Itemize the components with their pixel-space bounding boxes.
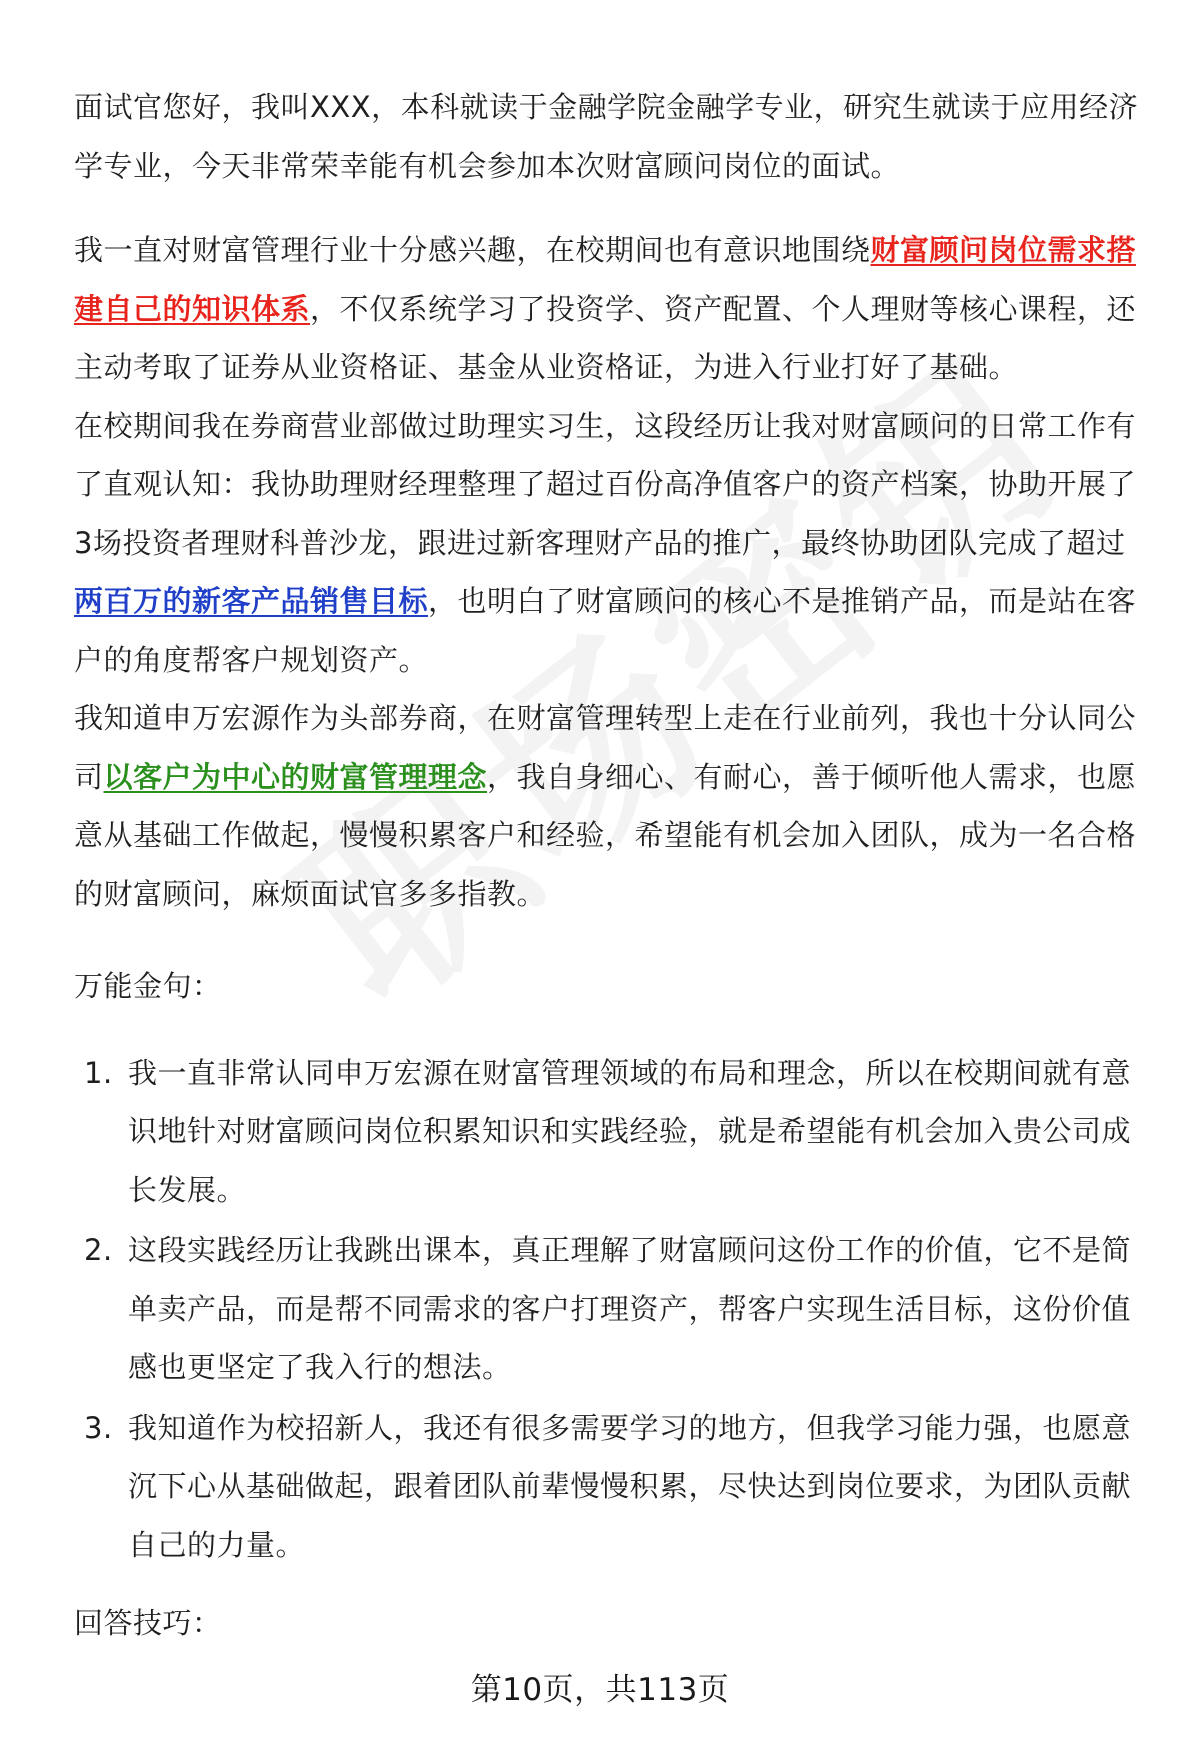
golden-sentences-heading: 万能金句： bbox=[74, 969, 222, 1003]
list-item bbox=[74, 1221, 1146, 1397]
list-item-number: 2. bbox=[84, 1233, 113, 1267]
interest-highlight: 财富顾问岗位需求搭建自己的知识体系 bbox=[74, 233, 1137, 326]
company-text-after: ，我自身细心、有耐心，善于倾听他人需求，也愿意从基础工作做起，慢慢积累客户和经验，希望能有机会加入团队，成为一名合格的财富顾问，麻烦面试官多多指教。 bbox=[74, 759, 1137, 911]
interest-paragraph bbox=[74, 221, 1146, 397]
answer-tips-heading: 回答技巧： bbox=[74, 1606, 222, 1640]
list-item-number: 1. bbox=[84, 1055, 113, 1090]
internship-highlight: 两百万的新客产品销售目标 bbox=[74, 584, 429, 618]
golden-sentences-list bbox=[74, 1044, 1146, 1575]
internship-paragraph bbox=[74, 397, 1146, 690]
interest-text-after: ，不仅系统学习了投资学、资产配置、个人理财等核心课程，还主动考取了证券从业资格证、基金从业资格证，为进入行业打好了基础。 bbox=[74, 291, 1137, 384]
company-paragraph bbox=[74, 689, 1146, 923]
list-item bbox=[74, 1044, 1146, 1220]
list-item-text: 我知道作为校招新人，我还有很多需要学习的地方，但我学习能力强，也愿意沉下心从基础做起，跟着团队前辈慢慢积累，尽快达到岗位要求，为团队贡献自己的力量。 bbox=[128, 1410, 1132, 1562]
interest-text-before: 我一直对财富管理行业十分感兴趣，在校期间也有意识地围绕 bbox=[74, 233, 871, 267]
intro-paragraph: 面试官您好，我叫XXX，本科就读于金融学院金融学专业，研究生就读于应用经济学专业，今天非常荣幸能有机会参加本次财富顾问岗位的面试。 bbox=[74, 90, 1139, 183]
company-text-before: 我知道申万宏源作为头部券商，在财富管理转型上走在行业前列，我也十分认同公司 bbox=[74, 701, 1137, 794]
internship-text-before: 在校期间我在券商营业部做过助理实习生，这段经历让我对财富顾问的日常工作有了直观认知：我协助理财经理整理了超过百份高净值客户的资产档案，协助开展了3场投资者理财科普沙龙，跟进过新客理财产品的推广，最终协助团队完成了超过 bbox=[74, 408, 1137, 560]
company-highlight: 以客户为中心的财富管理理念 bbox=[103, 759, 488, 794]
list-item bbox=[74, 1399, 1146, 1575]
list-item-text: 我一直非常认同申万宏源在财富管理领域的布局和理念，所以在校期间就有意识地针对财富顾问岗位积累知识和实践经验，就是希望能有机会加入贵公司成长发展。 bbox=[128, 1055, 1132, 1207]
list-item-text: 这段实践经历让我跳出课本，真正理解了财富顾问这份工作的价值，它不是简单卖产品，而是帮不同需求的客户打理资产，帮客户实现生活目标，这份价值感也更坚定了我入行的想法。 bbox=[128, 1233, 1132, 1384]
list-item-number: 3. bbox=[84, 1410, 113, 1445]
page-number-footer: 第10页，共113页 bbox=[470, 1672, 730, 1708]
document-body bbox=[74, 78, 1146, 1653]
internship-text-after: ，也明白了财富顾问的核心不是推销产品，而是站在客户的角度帮客户规划资产。 bbox=[74, 584, 1137, 677]
